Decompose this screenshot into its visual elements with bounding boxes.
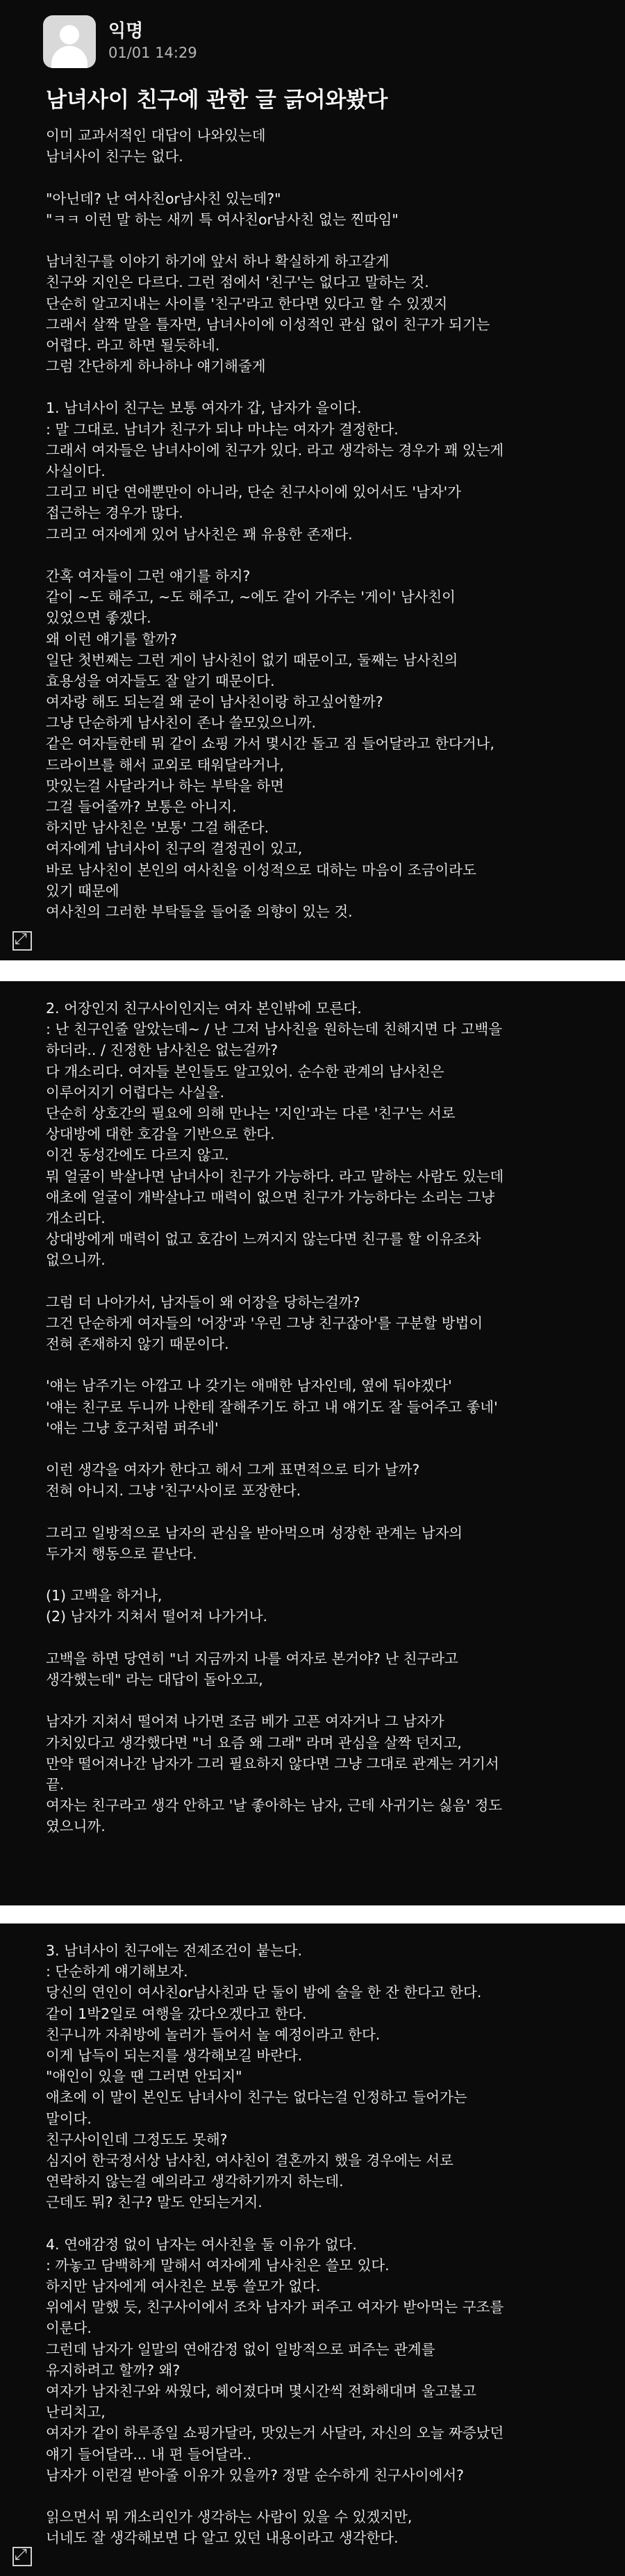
- body-text-line: 애초에 이 말이 본인도 남녀사이 친구는 없다는걸 인정하고 들어가는: [46, 2089, 467, 2106]
- body-text-line: 전혀 존재하지 않기 때문이다.: [46, 1336, 229, 1352]
- body-text-line: 그리고 여자에게 있어 남사친은 꽤 유용한 존재다.: [46, 525, 353, 543]
- body-text-line: 그럼 더 나아가서, 남자들이 왜 어장을 당하는걸까?: [46, 1293, 360, 1311]
- body-text-line: 이룬다.: [46, 2320, 92, 2337]
- body-text-line: '얘는 친구로 두니까 나한테 잘해주기도 하고 내 얘기도 잘 들어주고 좋네': [46, 1398, 498, 1416]
- body-text-line: 개소리다.: [46, 1209, 106, 1227]
- body-text-line: 당신의 연인이 여사친or남사친과 단 둘이 밤에 술을 한 잔 한다고 한다.: [46, 1984, 482, 2001]
- avatar-body-icon: [51, 46, 88, 68]
- body-text-line: '얘는 그냥 호구처럼 퍼주네': [46, 1419, 219, 1436]
- body-text-line: 그런데 남자가 일말의 연애감정 없이 일방적으로 퍼주는 관계를: [46, 2340, 435, 2358]
- body-text-line: 있기 때문에: [46, 882, 119, 899]
- blank-line: [46, 1438, 597, 1459]
- post-panel-3: [0, 1923, 625, 2576]
- blank-line: [46, 2213, 597, 2233]
- body-text-line: 간혹 여자들이 그런 얘기를 하지?: [46, 567, 251, 584]
- body-text-line: 하지만 남사친은 '보통' 그걸 해준다.: [46, 819, 269, 837]
- body-text-line: 말이다.: [46, 2110, 92, 2127]
- body-text-line: 그리고 일방적으로 남자의 관심을 받아먹으며 성장한 관계는 남자의: [46, 1524, 463, 1541]
- blank-line: [46, 1627, 597, 1648]
- body-text-line: '얘는 남주기는 아깝고 나 갖기는 애매한 남자인데, 옆에 둬야겠다': [46, 1377, 452, 1395]
- body-text-line: 그걸 들어줄까? 보통은 아니지.: [46, 798, 237, 815]
- expand-icon[interactable]: [12, 931, 32, 951]
- body-text-line: 너네도 잘 생각해보면 다 알고 있던 내용이라고 생각한다.: [46, 2529, 399, 2547]
- body-text-line: 뭐 얼굴이 박살나면 남녀사이 친구가 가능하다. 라고 말하는 사람도 있는데: [46, 1167, 504, 1185]
- body-text-line: 연락하지 않는걸 예의라고 생각하기까지 하는데.: [46, 2173, 344, 2190]
- body-text-line: 접근하는 경우가 많다.: [46, 504, 183, 522]
- body-text-line: 가치있다고 생각했다면 "너 요즘 왜 그래" 라며 관심을 살짝 던지고,: [46, 1734, 462, 1751]
- body-text-line: 그리고 비단 연애뿐만이 아니라, 단순 친구사이에 있어서도 '남자'가: [46, 484, 462, 501]
- body-text-line: 이런 생각을 여자가 한다고 해서 그게 표면적으로 티가 날까?: [46, 1461, 420, 1479]
- blank-line: [46, 1270, 597, 1291]
- body-text-line: 이건 동성간에도 다르지 않고.: [46, 1147, 229, 1164]
- body-text-line: 유지하려고 할까? 왜?: [46, 2361, 181, 2379]
- body-text-line: 상대방에 대한 호감을 기반으로 한다.: [46, 1126, 275, 1143]
- body-text-line: : 까놓고 담백하게 말해서 여자에게 남사친은 쓸모 있다.: [46, 2256, 390, 2274]
- body-text-line: "아닌데? 난 여사친or남사친 있는데?": [46, 190, 281, 207]
- body-text-line: 있었으면 좋겠다.: [46, 609, 151, 627]
- body-text-line: 애초에 얼굴이 개박살나고 매력이 없으면 친구가 가능하다는 소리는 그냥: [46, 1188, 495, 1206]
- avatar[interactable]: [43, 15, 96, 68]
- body-text-line: 일단 첫번째는 그런 게이 남사친이 없기 때문이고, 둘째는 남사친의: [46, 651, 458, 668]
- body-text-line: 근데도 뭐? 친구? 말도 안되는거지.: [46, 2194, 262, 2211]
- blank-line: [46, 1564, 597, 1585]
- body-text-line: 1. 남녀사이 친구는 보통 여자가 갑, 남자가 을이다.: [46, 400, 362, 417]
- body-text-line: : 난 친구인줄 알았는데~ / 난 그저 남사친을 원하는데 친해지면 다 고백을: [46, 1021, 503, 1038]
- body-text-line: 같은 여자들한테 뭐 같이 쇼핑 가서 몇시간 돌고 짐 들어달라고 한다거나,: [46, 735, 494, 753]
- body-text-line: 4. 연애감정 없이 남자는 여사친을 둘 이유가 없다.: [46, 2235, 357, 2253]
- body-text-line: : 말 그대로. 남녀가 친구가 되나 마냐는 여자가 결정한다.: [46, 420, 399, 438]
- body-text-line: 남자가 이런걸 받아줄 이유가 있을까? 정말 순수하게 친구사이에서?: [46, 2466, 465, 2484]
- body-text-line: 효용성을 여자들도 잘 알기 때문이다.: [46, 672, 275, 689]
- body-text-line: 이루어지기 어렵다는 사실을.: [46, 1083, 225, 1101]
- blank-line: [46, 1354, 597, 1375]
- blank-line: [46, 2486, 597, 2507]
- body-text-line: : 단순하게 얘기해보자.: [46, 1963, 188, 1980]
- post-panel-1: [0, 0, 625, 960]
- body-text-line: 여자랑 해도 되는걸 왜 굳이 남사친이랑 하고싶어할까?: [46, 694, 383, 711]
- body-text-line: 왜 이런 얘기를 할까?: [46, 630, 177, 648]
- post-timestamp: 01/01 14:29: [108, 44, 197, 61]
- body-text-line: 그건 단순하게 여자들의 '어장'과 '우린 그냥 친구잖아'를 구분할 방법이: [46, 1314, 483, 1331]
- body-text-line: 드라이브를 해서 교외로 태워달라거나,: [46, 756, 284, 773]
- post-panel-2: [0, 981, 625, 1905]
- post-body-3: [46, 1940, 597, 2548]
- body-text-line: 하더라.. / 진정한 남사친은 없는걸까?: [46, 1042, 278, 1059]
- body-text-line: 생각했는데" 라는 대답이 돌아오고,: [46, 1671, 263, 1688]
- expand-icon[interactable]: [12, 2547, 32, 2566]
- blank-line: [46, 1690, 597, 1711]
- body-text-line: 친구사이인데 그정도도 못해?: [46, 2131, 228, 2148]
- body-text-line: 전혀 아니지. 그냥 '친구'사이로 포장한다.: [46, 1482, 301, 1500]
- body-text-line: 만약 떨어져나간 남자가 그리 필요하지 않다면 그냥 그대로 관계는 거기서: [46, 1755, 499, 1772]
- body-text-line: 바로 남사친이 본인의 여사친을 이성적으로 대하는 마음이 조금이라도: [46, 861, 476, 878]
- body-text-line: 난리치고,: [46, 2404, 106, 2421]
- body-text-line: 단순히 상호간의 필요에 의해 만나는 '지인'과는 다른 '친구'는 서로: [46, 1104, 456, 1122]
- body-text-line: 두가지 행동으로 끝난다.: [46, 1545, 197, 1562]
- body-text-line: 같이 1박2일로 여행을 갔다오겠다고 한다.: [46, 2005, 307, 2022]
- body-text-line: 없으니까.: [46, 1252, 106, 1269]
- body-text-line: 여자가 같이 하루종일 쇼핑가달라, 맛있는거 사달라, 자신의 오늘 짜증났던: [46, 2425, 504, 2442]
- body-text-line: 2. 어장인지 친구사이인지는 여자 본인밖에 모른다.: [46, 1000, 362, 1017]
- blank-line: [46, 167, 597, 188]
- body-text-line: (1) 고백을 하거나,: [46, 1587, 162, 1605]
- body-text-line: 여자가 남자친구와 싸웠다, 헤어졌다며 몇시간씩 전화해대며 울고불고: [46, 2382, 476, 2399]
- body-text-line: 사실이다.: [46, 463, 106, 479]
- body-text-line: "애인이 있을 땐 그러면 안되지": [46, 2068, 242, 2085]
- body-text-line: 3. 남녀사이 친구에는 전제조건이 붙는다.: [46, 1942, 302, 1959]
- body-text-line: 그냥 단순하게 남사친이 존나 쓸모있으니까.: [46, 714, 317, 732]
- post-body-1: [46, 125, 597, 922]
- body-text-line: (2) 남자가 지쳐서 떨어져 나가거나.: [46, 1608, 268, 1625]
- post-body-2: [46, 998, 597, 1837]
- body-text-line: 였으니까.: [46, 1818, 106, 1835]
- body-text-line: 남자가 지쳐서 떨어져 나가면 조금 베가 고픈 여자거나 그 남자가: [46, 1713, 444, 1730]
- body-text-line: 같이 ~도 해주고, ~도 해주고, ~에도 같이 가주는 '게이' 남사친이: [46, 589, 456, 606]
- body-text-line: 친구니까 자취방에 놀러가 들어서 놀 예정이라고 한다.: [46, 2026, 381, 2043]
- body-text-line: 고백을 하면 당연히 "너 지금까지 나를 여자로 본거야? 난 친구라고: [46, 1650, 458, 1667]
- body-text-line: 어렵다. 라고 하면 될듯하네.: [46, 336, 220, 354]
- body-text-line: 다 개소리다. 여자들 본인들도 알고있어. 순수한 관계의 남사친은: [46, 1063, 444, 1080]
- author-nickname[interactable]: 익명: [108, 21, 144, 42]
- body-text-line: 심지어 한국정서상 남사친, 여사친이 결혼까지 했을 경우에는 서로: [46, 2151, 453, 2169]
- body-text-line: 이게 납득이 되는지를 생각해보길 바란다.: [46, 2046, 303, 2064]
- body-text-line: 얘기 들어달라... 내 편 들어달라..: [46, 2445, 252, 2463]
- blank-line: [46, 1502, 597, 1523]
- post-title: 남녀사이 친구에 관한 글 긁어와봤다: [46, 88, 388, 113]
- body-text-line: 그래서 살짝 말을 틀자면, 남녀사이에 이성적인 관심 없이 친구가 되기는: [46, 315, 490, 333]
- body-text-line: 여사친의 그러한 부탁들을 들어줄 의향이 있는 것.: [46, 903, 353, 920]
- body-text-line: 하지만 남자에게 여사친은 보통 쓸모가 없다.: [46, 2278, 321, 2295]
- blank-line: [46, 545, 597, 566]
- blank-line: [46, 230, 597, 251]
- body-text-line: 끝.: [46, 1775, 65, 1793]
- avatar-head-icon: [60, 25, 79, 44]
- blank-line: [46, 377, 597, 397]
- body-text-line: 단순히 알고지내는 사이를 '친구'라고 한다면 있다고 할 수 있겠지: [46, 295, 448, 312]
- body-text-line: 남녀사이 친구는 없다.: [46, 148, 183, 165]
- body-text-line: 상대방에게 매력이 없고 호감이 느껴지지 않는다면 친구를 할 이유조차: [46, 1231, 481, 1248]
- body-text-line: 위에서 말했 듯, 친구사이에서 조차 남자가 퍼주고 여자가 받아먹는 구조를: [46, 2299, 504, 2316]
- body-text-line: 그래서 여자들은 남녀사이에 친구가 있다. 라고 생각하는 경우가 꽤 있는게: [46, 441, 504, 459]
- body-text-line: 여자에게 남녀사이 친구의 결정권이 있고,: [46, 840, 303, 858]
- body-text-line: 남녀친구를 이야기 하기에 앞서 하나 확실하게 하고갈게: [46, 253, 390, 270]
- body-text-line: 읽으면서 뭐 개소리인가 생각하는 사람이 있을 수 있겠지만,: [46, 2509, 412, 2526]
- body-text-line: "ㅋㅋ 이런 말 하는 새끼 특 여사친or남사친 없는 찐따임": [46, 211, 399, 228]
- body-text-line: 친구와 지인은 다르다. 그런 점에서 '친구'는 없다고 말하는 것.: [46, 274, 429, 291]
- body-text-line: 여자는 친구라고 생각 안하고 '날 좋아하는 남자, 근데 사귀기는 싫음' 정도: [46, 1797, 503, 1814]
- body-text-line: 이미 교과서적인 대답이 나와있는데: [46, 127, 266, 144]
- body-text-line: 그럼 간단하게 하나하나 얘기해줄게: [46, 358, 266, 375]
- body-text-line: 맛있는걸 사달라거나 하는 부탁을 하면: [46, 777, 284, 794]
